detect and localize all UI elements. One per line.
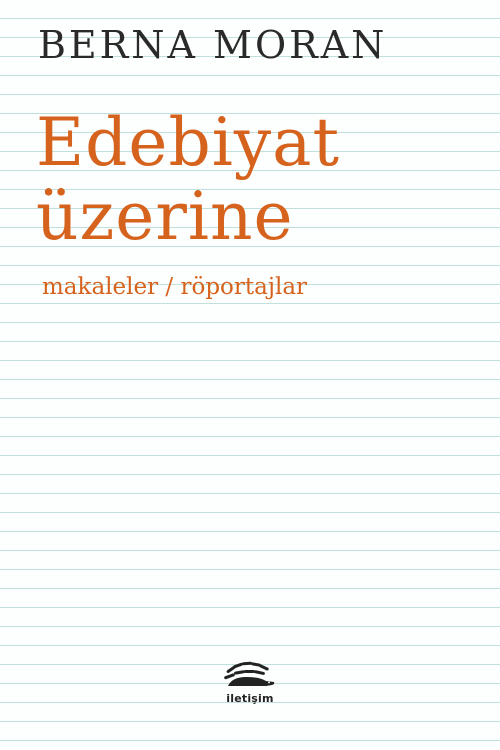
title-line-1: Edebiyat	[36, 104, 341, 181]
hedgehog-icon	[222, 660, 278, 688]
publisher-name: iletişim	[226, 692, 274, 705]
publisher-logo	[210, 660, 290, 705]
book-subtitle: makaleler / röportajlar	[42, 274, 308, 300]
title-line-2: üzerine	[36, 178, 294, 255]
book-title	[36, 106, 340, 254]
author-name: BERNA MORAN	[38, 23, 388, 67]
